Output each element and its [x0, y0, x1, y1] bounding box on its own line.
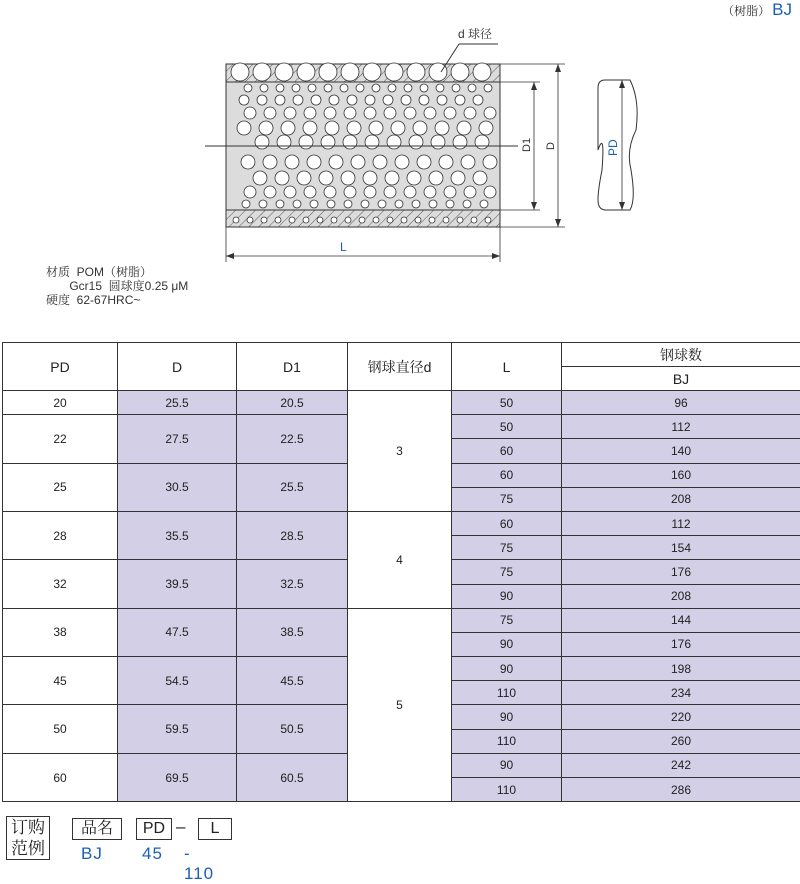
- cell-l: 50: [452, 391, 562, 415]
- ball-hole: [457, 217, 463, 223]
- dim-d-label: D: [545, 142, 557, 150]
- ball-hole: [284, 107, 296, 119]
- cell-d1: 50.5: [237, 705, 348, 753]
- cell-d1: 60.5: [237, 753, 348, 801]
- ball-hole: [387, 135, 401, 149]
- ball-hole: [473, 171, 487, 185]
- order-example-pd: 45: [142, 844, 163, 864]
- order-example-label: [6, 816, 50, 860]
- ball-hole: [237, 121, 251, 135]
- cell-pd: 22: [3, 415, 118, 463]
- cell-d1: 25.5: [237, 463, 348, 511]
- ball-hole: [413, 121, 427, 135]
- product-type-label: [722, 0, 792, 20]
- ball-hole: [395, 200, 403, 208]
- ball-hole: [468, 84, 476, 92]
- cell-ball-diameter: 5: [348, 608, 452, 802]
- ball-hole: [429, 200, 437, 208]
- cell-d: 59.5: [118, 705, 237, 753]
- cell-pd: 60: [3, 753, 118, 801]
- cell-l: 75: [452, 536, 562, 560]
- ball-hole: [244, 107, 256, 119]
- ball-hole: [344, 200, 352, 208]
- ball-hole: [275, 95, 285, 105]
- ball-hole: [297, 171, 311, 185]
- ball-hole: [464, 186, 476, 198]
- ball-hole: [391, 121, 405, 135]
- ball-hole: [453, 135, 467, 149]
- ball-hole: [395, 155, 409, 169]
- ball-hole: [247, 217, 253, 223]
- material-line: Gcr15 圆球度0.25 μM: [46, 279, 188, 293]
- ball-hole: [359, 217, 365, 223]
- ball-hole: [424, 186, 436, 198]
- ball-hole: [373, 217, 379, 223]
- ball-hole: [424, 107, 436, 119]
- ball-hole: [299, 135, 313, 149]
- order-dash: –: [176, 817, 185, 837]
- cell-l: 75: [452, 608, 562, 632]
- ball-hole: [417, 155, 431, 169]
- cell-d: 39.5: [118, 560, 237, 608]
- ball-hole: [285, 155, 299, 169]
- ball-hole: [356, 84, 364, 92]
- ball-hole: [484, 107, 496, 119]
- ball-hole: [344, 186, 356, 198]
- ball-hole: [276, 200, 284, 208]
- cell-pd: 25: [3, 463, 118, 511]
- header-ball-diameter: 钢球直径d: [348, 343, 452, 391]
- ball-hole: [409, 135, 423, 149]
- order-pd-box: PD: [136, 818, 172, 840]
- cell-ball-count: 112: [562, 415, 800, 439]
- dim-pd-label: PD: [606, 139, 620, 156]
- ball-hole: [387, 217, 393, 223]
- ball-hole: [463, 200, 471, 208]
- ball-hole: [257, 95, 267, 105]
- ball-hole: [233, 217, 239, 223]
- ball-hole: [415, 217, 421, 223]
- ball-hole: [244, 186, 256, 198]
- product-type-prefix: （树脂）: [722, 4, 770, 18]
- ball-hole: [239, 95, 249, 105]
- cell-ball-count: 286: [562, 778, 800, 802]
- dim-l-label: L: [340, 240, 347, 254]
- cell-d1: 45.5: [237, 657, 348, 705]
- cell-ball-count: 208: [562, 584, 800, 608]
- cell-ball-count: 112: [562, 511, 800, 535]
- cell-d1: 28.5: [237, 511, 348, 559]
- ball-hole: [401, 95, 411, 105]
- ball-hole: [319, 171, 333, 185]
- ball-hole: [457, 121, 471, 135]
- cell-ball-count: 176: [562, 632, 800, 656]
- ball-hole: [451, 171, 465, 185]
- ball-hole: [407, 63, 425, 81]
- ball-hole: [343, 135, 357, 149]
- ball-hole: [293, 95, 303, 105]
- ball-hole: [344, 107, 356, 119]
- table-row: [3, 608, 800, 632]
- ball-hole: [443, 217, 449, 223]
- ball-hole: [347, 95, 357, 105]
- ball-hole: [264, 186, 276, 198]
- ball-hole: [429, 63, 447, 81]
- hardness-line: 硬度 62-67HRC~: [46, 293, 188, 307]
- ball-hole: [484, 84, 492, 92]
- ball-hole: [255, 135, 269, 149]
- cell-ball-count: 176: [562, 560, 800, 584]
- cell-ball-count: 234: [562, 681, 800, 705]
- ball-hole: [435, 121, 449, 135]
- ball-hole: [303, 217, 309, 223]
- ball-hole: [304, 107, 316, 119]
- cell-d: 54.5: [118, 657, 237, 705]
- ball-hole: [429, 217, 435, 223]
- ball-hole: [464, 107, 476, 119]
- ball-hole: [473, 95, 483, 105]
- ball-hole: [446, 200, 454, 208]
- cell-pd: 50: [3, 705, 118, 753]
- ball-hole: [324, 186, 336, 198]
- header-ball-count-bj: BJ: [562, 367, 800, 391]
- ball-hole: [475, 135, 489, 149]
- ball-hole: [364, 107, 376, 119]
- cell-ball-count: 96: [562, 391, 800, 415]
- ball-hole: [439, 155, 453, 169]
- cell-pd: 38: [3, 608, 118, 656]
- cell-ball-count: 154: [562, 536, 800, 560]
- ball-hole: [341, 63, 359, 81]
- ball-hole: [275, 63, 293, 81]
- ball-hole: [384, 186, 396, 198]
- ball-hole: [437, 95, 447, 105]
- ball-hole: [310, 200, 318, 208]
- spec-table-body: [3, 391, 800, 802]
- cell-l: 90: [452, 753, 562, 777]
- ball-hole: [385, 171, 399, 185]
- ball-hole: [260, 84, 268, 92]
- cell-l: 75: [452, 560, 562, 584]
- cell-ball-count: 140: [562, 439, 800, 463]
- cell-d1: 20.5: [237, 391, 348, 415]
- ball-hole: [401, 217, 407, 223]
- ball-hole: [281, 121, 295, 135]
- cell-l: 90: [452, 632, 562, 656]
- cell-l: 90: [452, 705, 562, 729]
- ball-hole: [292, 84, 300, 92]
- ball-hole: [404, 107, 416, 119]
- ball-hole: [259, 121, 273, 135]
- ball-hole: [483, 155, 497, 169]
- ball-hole: [293, 200, 301, 208]
- ball-cage-drawing: [190, 20, 650, 265]
- ball-hole: [461, 155, 475, 169]
- cell-d1: 22.5: [237, 415, 348, 463]
- ball-hole: [276, 84, 284, 92]
- ball-hole: [479, 121, 493, 135]
- table-row: [3, 511, 800, 535]
- ball-hole: [429, 171, 443, 185]
- ball-hole: [324, 84, 332, 92]
- ball-hole: [264, 107, 276, 119]
- ball-hole: [331, 217, 337, 223]
- ball-hole: [372, 84, 380, 92]
- ball-hole: [259, 200, 267, 208]
- cell-d: 27.5: [118, 415, 237, 463]
- cell-ball-count: 144: [562, 608, 800, 632]
- ball-hole: [347, 121, 361, 135]
- ball-hole: [275, 171, 289, 185]
- cell-pd: 20: [3, 391, 118, 415]
- ball-hole: [297, 63, 315, 81]
- ball-hole: [364, 186, 376, 198]
- ball-hole: [369, 121, 383, 135]
- cell-ball-count: 160: [562, 463, 800, 487]
- ball-hole: [263, 155, 277, 169]
- cell-l: 110: [452, 778, 562, 802]
- ball-hole: [365, 95, 375, 105]
- ball-hole: [484, 186, 496, 198]
- header-ball-count: 钢球数: [562, 343, 800, 367]
- cell-l: 110: [452, 729, 562, 753]
- spec-table: [2, 342, 800, 802]
- cell-d1: 32.5: [237, 560, 348, 608]
- ball-hole: [253, 63, 271, 81]
- cell-l: 60: [452, 463, 562, 487]
- ball-hole: [378, 200, 386, 208]
- ball-hole: [317, 217, 323, 223]
- ball-hole: [231, 63, 249, 81]
- ball-hole: [244, 84, 252, 92]
- product-code: BJ: [772, 0, 792, 19]
- header-d1: D1: [237, 343, 348, 391]
- material-specs: [46, 265, 188, 307]
- ball-hole: [303, 121, 317, 135]
- ball-hole: [436, 84, 444, 92]
- order-l-box: L: [198, 818, 232, 840]
- ball-hole: [261, 217, 267, 223]
- ball-hole: [284, 186, 296, 198]
- ball-diameter-label: d 球径: [458, 26, 492, 41]
- ball-hole: [241, 155, 255, 169]
- ball-hole: [444, 186, 456, 198]
- cell-pd: 28: [3, 511, 118, 559]
- ball-hole: [420, 84, 428, 92]
- cell-l: 90: [452, 584, 562, 608]
- ball-hole: [419, 95, 429, 105]
- order-label-line: 订购: [7, 817, 49, 838]
- ball-hole: [321, 135, 335, 149]
- cell-l: 60: [452, 439, 562, 463]
- cell-d: 30.5: [118, 463, 237, 511]
- ball-hole: [404, 186, 416, 198]
- material-line: 材质 POM（树脂）: [46, 265, 188, 279]
- ball-hole: [327, 200, 335, 208]
- cell-ball-diameter: 4: [348, 511, 452, 608]
- ball-hole: [329, 95, 339, 105]
- ball-hole: [480, 200, 488, 208]
- ball-hole: [363, 63, 381, 81]
- ball-hole: [363, 171, 377, 185]
- cell-pd: 45: [3, 657, 118, 705]
- ball-hole: [385, 63, 403, 81]
- cell-ball-diameter: 3: [348, 391, 452, 512]
- ball-hole: [407, 171, 421, 185]
- ball-hole: [473, 63, 491, 81]
- ball-hole: [341, 171, 355, 185]
- cell-l: 110: [452, 681, 562, 705]
- ball-hole: [277, 135, 291, 149]
- cell-l: 60: [452, 511, 562, 535]
- ball-hole: [455, 95, 465, 105]
- cell-pd: 32: [3, 560, 118, 608]
- ball-hole: [275, 217, 281, 223]
- cell-ball-count: 260: [562, 729, 800, 753]
- cell-ball-count: 198: [562, 657, 800, 681]
- ball-hole: [404, 84, 412, 92]
- cell-d: 25.5: [118, 391, 237, 415]
- header-pd: PD: [3, 343, 118, 391]
- ball-hole: [351, 155, 365, 169]
- ball-hole: [319, 63, 337, 81]
- ball-hole: [289, 217, 295, 223]
- cell-d1: 38.5: [237, 608, 348, 656]
- ball-hole: [311, 95, 321, 105]
- ball-hole: [451, 63, 469, 81]
- ball-hole: [361, 200, 369, 208]
- ball-hole: [304, 186, 316, 198]
- cell-ball-count: 208: [562, 487, 800, 511]
- ball-hole: [431, 135, 445, 149]
- ball-hole: [471, 217, 477, 223]
- header-l: L: [452, 343, 562, 391]
- header-d: D: [118, 343, 237, 391]
- ball-hole: [307, 155, 321, 169]
- ball-hole: [242, 200, 250, 208]
- cell-l: 75: [452, 487, 562, 511]
- ball-hole: [383, 95, 393, 105]
- cell-d: 69.5: [118, 753, 237, 801]
- ball-hole: [444, 107, 456, 119]
- ball-hole: [365, 135, 379, 149]
- order-label-line: 范例: [7, 838, 49, 859]
- ball-hole: [325, 121, 339, 135]
- cell-l: 90: [452, 657, 562, 681]
- order-example-l: - 110: [184, 844, 214, 884]
- cell-d: 35.5: [118, 511, 237, 559]
- cell-l: 50: [452, 415, 562, 439]
- order-name-box: 品名: [72, 818, 122, 840]
- cell-d: 47.5: [118, 608, 237, 656]
- ball-hole: [329, 155, 343, 169]
- ball-hole: [345, 217, 351, 223]
- order-example-code: BJ: [81, 844, 103, 864]
- ball-hole: [340, 84, 348, 92]
- cell-ball-count: 220: [562, 705, 800, 729]
- ball-hole: [388, 84, 396, 92]
- cell-ball-count: 242: [562, 753, 800, 777]
- ball-hole: [373, 155, 387, 169]
- ball-hole: [452, 84, 460, 92]
- ball-hole: [324, 107, 336, 119]
- dim-d1-label: D1: [521, 138, 533, 152]
- ball-hole: [308, 84, 316, 92]
- ball-hole: [384, 107, 396, 119]
- table-row: [3, 391, 800, 415]
- ball-hole: [253, 171, 267, 185]
- ball-hole: [485, 217, 491, 223]
- ball-hole: [412, 200, 420, 208]
